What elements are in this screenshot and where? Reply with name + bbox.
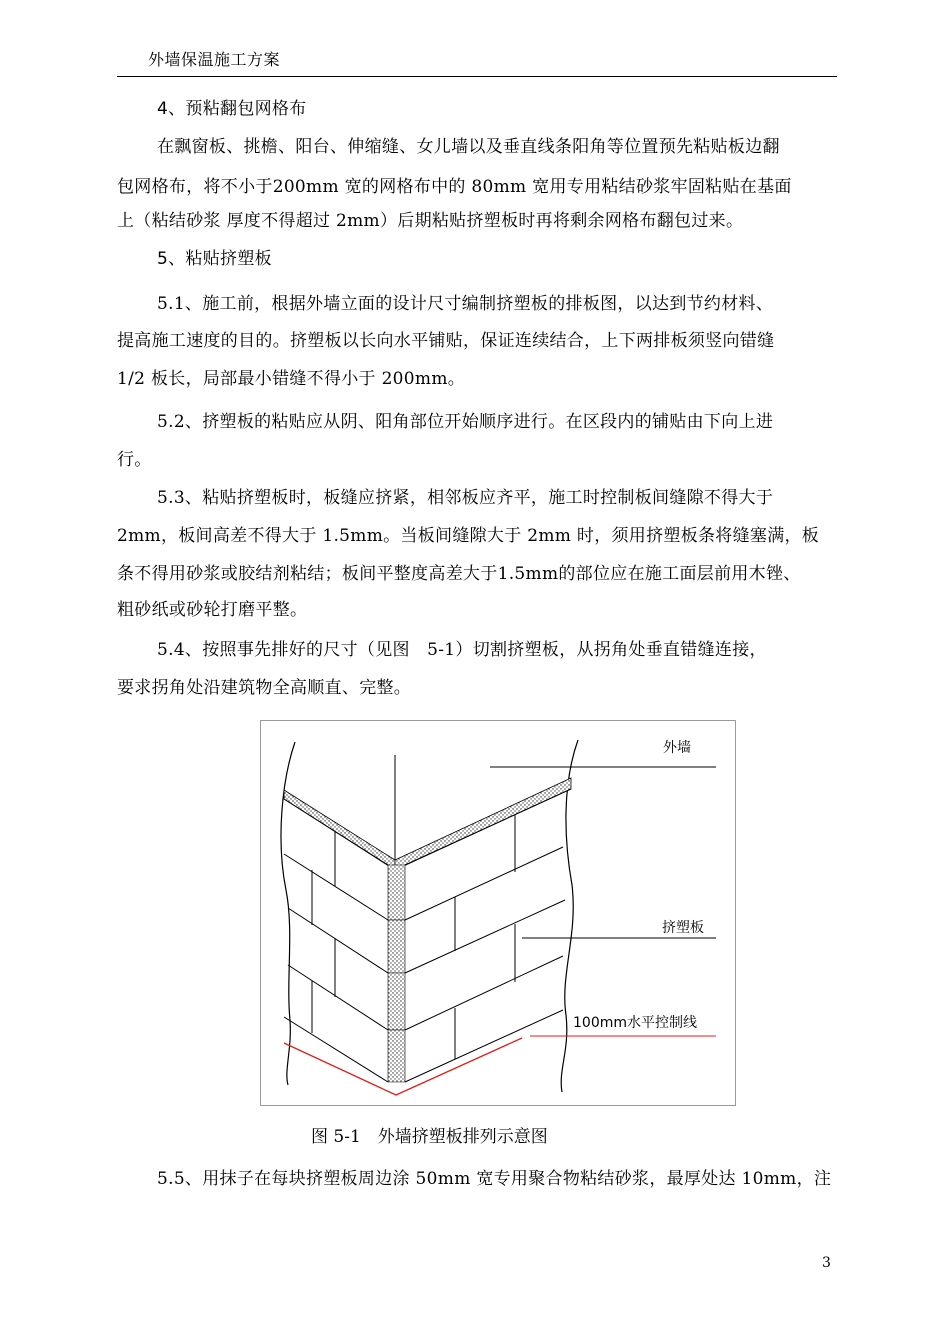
paragraph-5-5-line-1: 5.5、用抹子在每块挤塑板周边涂 50mm 宽专用聚合物粘结砂浆，最厚处达 10mm，注 xyxy=(157,1169,832,1189)
board-edge-course-1 xyxy=(388,865,405,920)
wall-left-section xyxy=(284,790,395,870)
header-divider xyxy=(117,76,837,77)
board-edge-course-3 xyxy=(388,973,405,1030)
paragraph-5-2-line-1: 5.2、挤塑板的粘贴应从阴、阳角部位开始顺序进行。在区段内的铺贴由下向上进 xyxy=(157,412,774,432)
paragraph-5-1-line-1: 5.1、施工前，根据外墙立面的设计尺寸编制挤塑板的排板图，以达到节约材料、 xyxy=(157,294,774,314)
board-edge-course-2 xyxy=(388,920,405,973)
page-number: 3 xyxy=(822,1255,831,1271)
paragraph-5-2-line-2: 行。 xyxy=(117,450,152,470)
paragraph-5-4-line-1: 5.4、按照事先排好的尺寸（见图 5-1）切割挤塑板，从拐角处垂直错缝连接， xyxy=(157,640,767,660)
paragraph-5-3-line-3: 条不得用砂浆或胶结剂粘结；板间平整度高差大于1.5mm的部位应在施工面层前用木锉、 xyxy=(117,564,801,584)
paragraph-5-3-line-4: 粗砂纸或砂轮打磨平整。 xyxy=(117,600,308,620)
section-4-line-2: 包网格布，将不小于200mm 宽的网格布中的 80mm 宽用专用粘结砂浆牢固粘贴在基面 xyxy=(117,177,792,197)
label-board: 挤塑板 xyxy=(662,920,704,936)
paragraph-5-3-line-1: 5.3、粘贴挤塑板时，板缝应挤紧，相邻板应齐平，施工时控制板间缝隙不得大于 xyxy=(157,488,774,508)
header-title: 外墙保温施工方案 xyxy=(148,50,281,69)
xps-board-layout-diagram xyxy=(260,720,736,1106)
right-face-courses xyxy=(405,789,571,1082)
label-control-line: 100mm水平控制线 xyxy=(573,1015,697,1031)
figure-caption: 图 5-1 外墙挤塑板排列示意图 xyxy=(311,1127,548,1147)
section-4-line-1: 在飘窗板、挑檐、阳台、伸缩缝、女儿墙以及垂直线条阳角等位置预先粘贴板边翻 xyxy=(157,137,780,157)
paragraph-5-3-line-2: 2mm，板间高差不得大于 1.5mm。当板间缝隙大于 2mm 时，须用挤塑板条将缝塞满，板 xyxy=(117,526,820,546)
label-wall: 外墙 xyxy=(663,740,691,756)
paragraph-5-1-line-3: 1/2 板长，局部最小错缝不得小于 200mm。 xyxy=(117,369,466,389)
section-4-heading: 4、预粘翻包网格布 xyxy=(157,99,307,119)
paragraph-5-1-line-2: 提高施工速度的目的。挤塑板以长向水平铺贴，保证连续结合，上下两排板须竖向错缝 xyxy=(117,331,775,351)
section-4-line-3: 上（粘结砂浆 厚度不得超过 2mm）后期粘贴挤塑板时再将剩余网格布翻包过来。 xyxy=(117,211,744,231)
wall-right-section xyxy=(395,778,571,870)
left-face-courses xyxy=(284,799,388,1082)
paragraph-5-4-line-2: 要求拐角处沿建筑物全高顺直、完整。 xyxy=(117,678,412,698)
section-5-heading: 5、粘贴挤塑板 xyxy=(157,249,272,269)
board-edge-course-4 xyxy=(388,1030,405,1082)
